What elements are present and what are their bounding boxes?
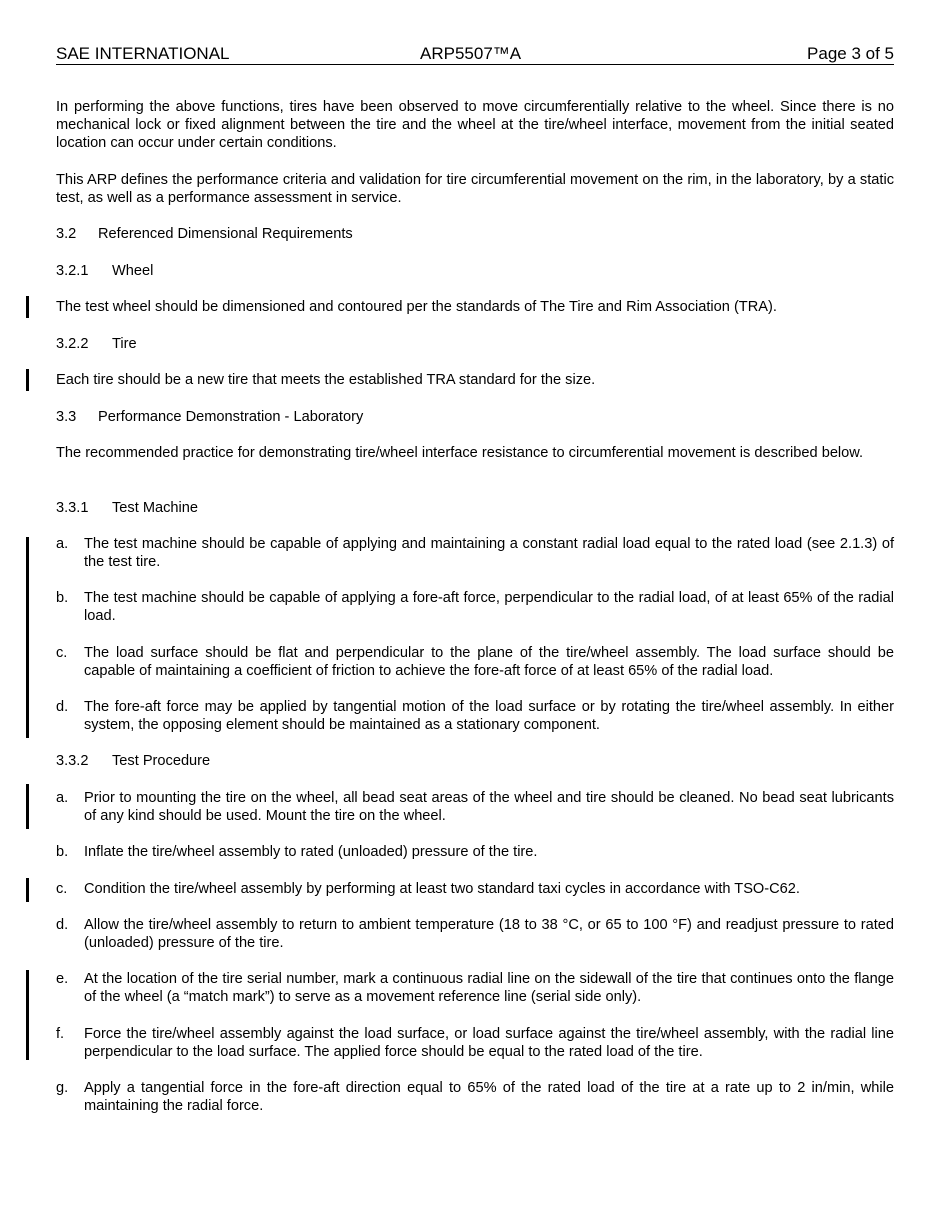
list-item: [56, 789, 894, 825]
list-item: [56, 1079, 894, 1115]
list-item: [56, 880, 894, 898]
list-item-label: a.: [56, 536, 69, 552]
list-item-text: Condition the tire/wheel assembly by performing at least two standard taxi cycles in accordance with TSO-C62.: [84, 881, 800, 897]
section-heading-3-3-1: [56, 499, 198, 517]
section-heading-3-3: [56, 408, 363, 426]
section-number: 3.2.2: [56, 336, 89, 352]
section-heading-3-2-2: [56, 335, 137, 353]
change-bar: [26, 537, 29, 738]
section-number: 3.3: [56, 409, 77, 425]
section-number: 3.3.2: [56, 753, 89, 769]
list-item-text: Apply a tangential force in the fore-aft direction equal to 65% of the rated load of the tire at a rate up to 2 in/min, while maintaining the radial force.: [84, 1080, 894, 1114]
change-bar: [26, 970, 29, 1060]
paragraph: In performing the above functions, tires have been observed to move circumferentially relative to the wheel. Since there is no mechanical lock or fixed alignment between the tire and the wheel at the tire/wheel interface, movement from the initial seated location can occur under certain conditions.: [56, 99, 894, 151]
section-number: 3.3.1: [56, 500, 89, 516]
list-item-label: b.: [56, 590, 69, 606]
list-item-label: f.: [56, 1026, 65, 1042]
list-item-label: d.: [56, 699, 69, 715]
list-item-label: g.: [56, 1080, 69, 1096]
section-number: 3.2.1: [56, 263, 89, 279]
paragraph: The recommended practice for demonstrating tire/wheel interface resistance to circumferential movement is described below.: [56, 445, 864, 461]
section-heading-3-2: [56, 225, 353, 243]
list-item: [56, 644, 894, 680]
section-title: Wheel: [112, 263, 154, 279]
paragraph: This ARP defines the performance criteria and validation for tire circumferential movement on the rim, in the laboratory, by a static test, as well as a performance assessment in service.: [56, 172, 894, 206]
list-item-text: The load surface should be flat and perpendicular to the plane of the tire/wheel assembly. The load surface should be capable of maintaining a coefficient of friction to achieve the fore-aft force of at least 65% of the radial load.: [84, 645, 894, 679]
section-heading-3-2-1: [56, 262, 153, 280]
section-title: Tire: [112, 336, 137, 352]
page-header: [56, 44, 894, 65]
header-page-number: Page 3 of 5: [807, 44, 894, 63]
header-org: SAE INTERNATIONAL: [56, 44, 230, 63]
list-item: [56, 1025, 894, 1061]
section-title: Referenced Dimensional Requirements: [98, 226, 353, 242]
list-item-label: a.: [56, 790, 69, 806]
list-item-label: e.: [56, 971, 69, 987]
list-item-label: c.: [56, 881, 68, 897]
list-item-text: The test machine should be capable of applying and maintaining a constant radial load equal to the rated load (see 2.1.3) of the test tire.: [84, 536, 894, 570]
paragraph: Each tire should be a new tire that meets the established TRA standard for the size.: [56, 372, 596, 388]
list-item: [56, 589, 894, 625]
section-title: Test Procedure: [112, 753, 211, 769]
header-doc-id: ARP5507™A: [420, 44, 522, 63]
list-item: [56, 843, 894, 861]
list-item-text: Force the tire/wheel assembly against the load surface, or load surface against the tire/wheel assembly, with the radial line perpendicular to the load surface. The applied force should be equal to the rated load of the tire.: [84, 1026, 894, 1060]
list-item: [56, 916, 894, 952]
list-item-text: The test machine should be capable of applying a fore-aft force, perpendicular to the radial load, of at least 65% of the radial load.: [84, 590, 894, 624]
section-title: Test Machine: [112, 500, 198, 516]
list-item-text: At the location of the tire serial number, mark a continuous radial line on the sidewall of the tire that continues onto the flange of the wheel (a “match mark”) to serve as a movement reference line (serial side only).: [84, 971, 894, 1005]
change-bar: [26, 784, 29, 829]
section-heading-3-3-2: [56, 752, 210, 770]
list-item: [56, 535, 894, 571]
list-item-label: d.: [56, 917, 69, 933]
section-title: Performance Demonstration - Laboratory: [98, 409, 364, 425]
list-item-label: b.: [56, 844, 69, 860]
list-item-text: Inflate the tire/wheel assembly to rated (unloaded) pressure of the tire.: [84, 844, 538, 860]
list-item-label: c.: [56, 645, 68, 661]
list-item: [56, 970, 894, 1006]
list-item-text: Prior to mounting the tire on the wheel, all bead seat areas of the wheel and tire should be cleaned. No bead seat lubricants of any kind should be used. Mount the tire on the wheel.: [84, 790, 894, 824]
change-bar: [26, 369, 29, 391]
list-item: [56, 698, 894, 734]
change-bar: [26, 878, 29, 902]
list-item-text: Allow the tire/wheel assembly to return to ambient temperature (18 to 38 °C, or 65 to 100 °F) and readjust pressure to rated (unloaded) pressure of the tire.: [84, 917, 894, 951]
list-item-text: The fore-aft force may be applied by tangential motion of the load surface or by rotating the tire/wheel assembly. In either system, the opposing element should be maintained as a stationary component.: [84, 699, 894, 733]
section-number: 3.2: [56, 226, 77, 242]
paragraph: The test wheel should be dimensioned and contoured per the standards of The Tire and Rim Association (TRA).: [56, 299, 777, 315]
change-bar: [26, 296, 29, 318]
